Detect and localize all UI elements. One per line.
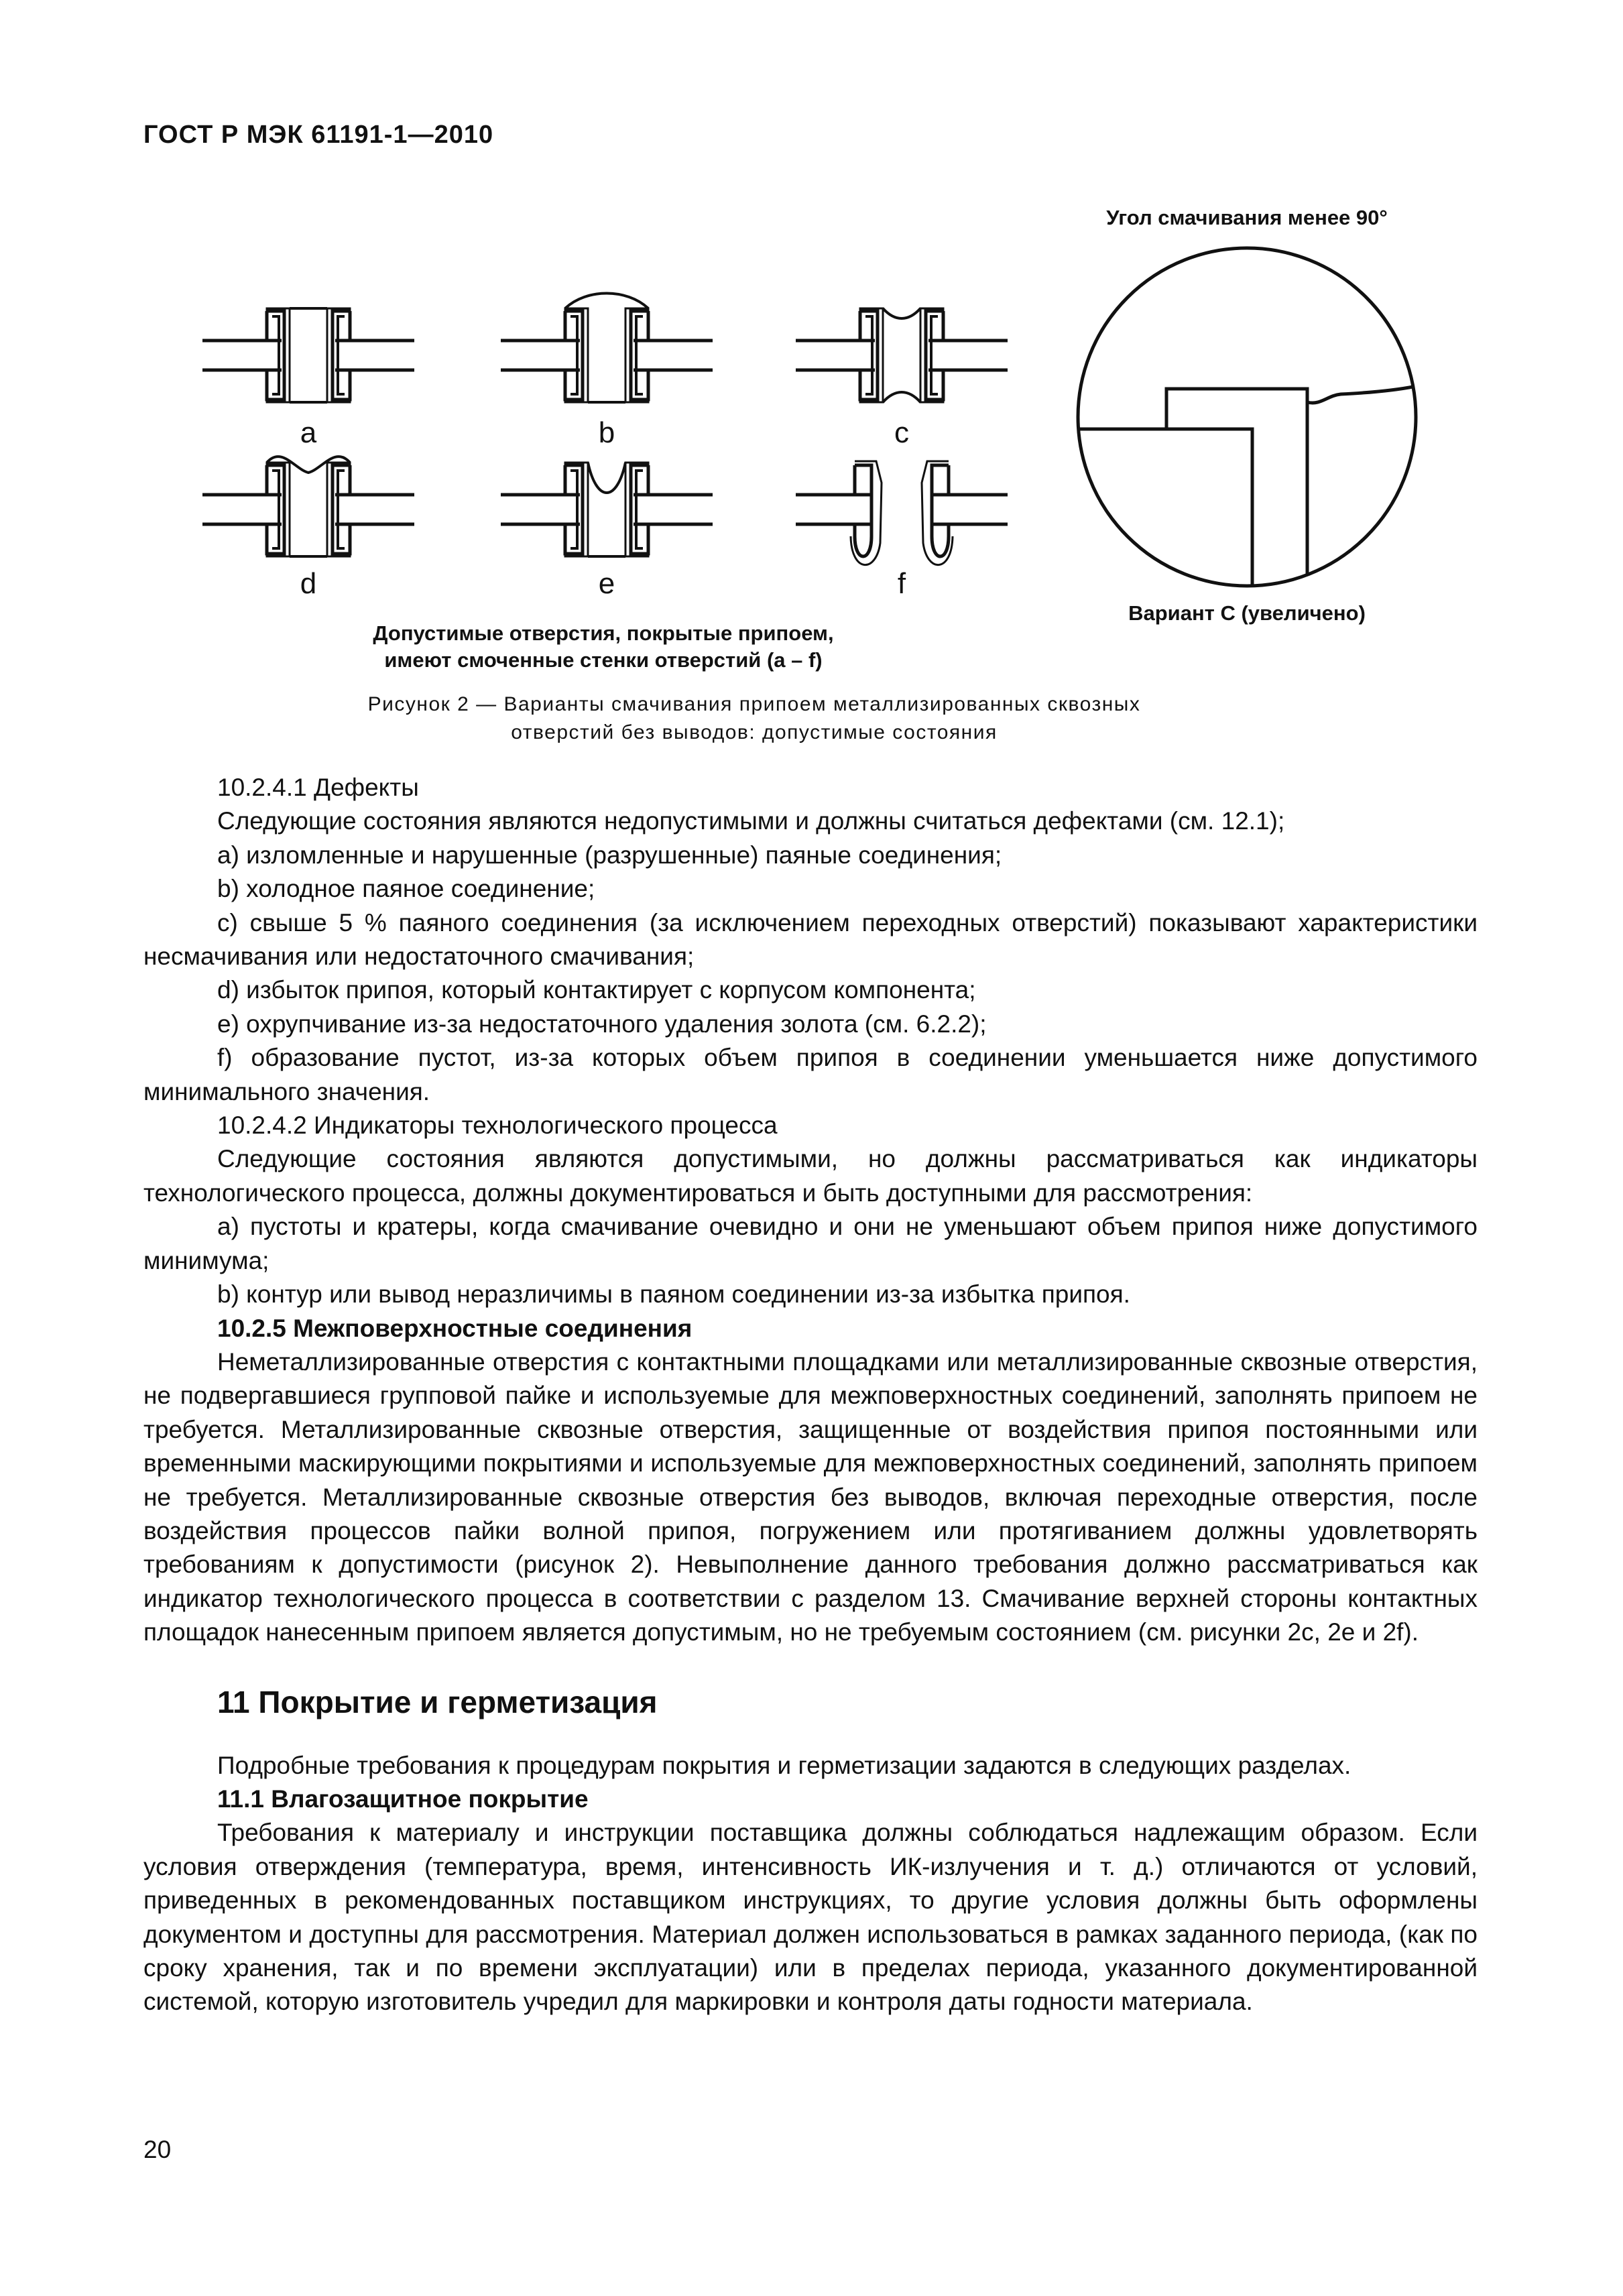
figure-note-line2: имеют смоченные стенки отверстий (a – f) [384,648,823,672]
paragraph: 10.2.4.1 Дефекты [217,774,419,801]
label-c: c [894,416,909,449]
paragraph: b) контур или вывод неразличимы в паяном соединении из-за избытка припоя. [217,1280,1130,1309]
caption-line2: отверстий без выводов: допустимые состояния [511,721,998,743]
figure-caption [268,690,1240,747]
detail-label: Вариант С (увеличено) [1128,601,1366,625]
detail-circle [1073,248,1428,603]
paragraph: e) охрупчивание из-за недостаточного удаления золота (см. 6.2.2); [217,1010,987,1038]
hole-a [202,308,414,402]
label-f: f [897,567,906,600]
hole-b [501,294,713,403]
label-d: d [300,567,317,600]
figure-2 [0,0,1623,771]
paragraph: Следующие состояния являются допустимыми, но должны рассматриваться как индикаторы технологического процесса, должны документироваться и быть доступными для рассмотрения: [143,1145,1478,1207]
hole-d [202,457,414,556]
paragraph: Требования к материалу и инструкции поставщика должны соблюдаться надлежащим образом. Если условия отверждения (температура, время, интенсивность ИК-излучения и т. д.) отличаются от условий, приведенных в рекомендованных поставщиком инструкциях, то другие условия должны быть оформлены документом и доступны для рассмотрения. Материал должен использоваться в рамках заданного периода, (как по сроку хранения, так и по времени эксплуатации) или в пределах периода, указанного документированной системой, которую изготовитель учредил для маркировки и контроля даты годности материала. [143,1819,1478,2016]
wetting-angle-label: Угол смачивания менее 90° [1106,206,1388,229]
label-e: e [598,567,615,600]
section-heading: 11 Покрытие и герметизация [217,1684,658,1719]
figure-2-drawing [0,0,1623,771]
page-number: 20 [143,2136,172,2163]
paragraph: Следующие состояния являются недопустимыми и должны считаться дефектами (см. 12.1); [217,807,1285,835]
subsection-heading: 11.1 Влагозащитное покрытие [217,1785,589,1813]
hole-f [796,461,1008,565]
document-header: ГОСТ Р МЭК 61191-1—2010 [143,121,494,149]
label-b: b [598,416,615,449]
hole-c [796,308,1008,402]
paragraph: Неметаллизированные отверстия с контактными площадками или металлизированные сквозные отверстия, не подвергавшиеся групповой пайке и используемые для межповерхностных соединений, заполнять припоем не требуется. Металлизированные сквозные отверстия, защищенные от воздействия припоя постоянными или временными маскирующими покрытиями и используемые для межповерхностных соединений, заполнять припоем не требуется. Металлизированные сквозные отверстия без выводов, включая переходные отверстия, после воздействия процессов пайки волной припоя, погружением или протягиванием должны удовлетворять требованиям к допустимости (рисунок 2). Невыполнение данного требования должно рассматриваться как индикатор технологического процесса в соответствии с разделом 13. Смачивание верхней стороны контактных площадок нанесенным припоем является допустимым, но не требуемым состоянием (см. рисунки 2c, 2e и 2f). [143,1347,1478,1646]
paragraph: а) изломленные и нарушенные (разрушенные) паяные соединения; [217,841,1002,869]
subsection-heading: 10.2.5 Межповерхностные соединения [217,1314,693,1342]
paragraph: b) холодное паяное соединение; [217,875,595,903]
paragraph: d) избыток припоя, который контактирует с корпусом компонента; [217,976,976,1004]
paragraph: c) свыше 5 % паяного соединения (за исключением переходных отверстий) показывают характеристики несмачивания или недостаточного смачивания; [143,908,1478,971]
caption-line1: Рисунок 2 — Варианты смачивания припоем металлизированных сквозных [367,693,1141,715]
document-body [143,771,1478,2019]
paragraph: 10.2.4.2 Индикаторы технологического процесса [217,1111,778,1140]
hole-e [501,463,713,556]
label-a: a [300,416,317,449]
figure-note-line1: Допустимые отверстия, покрытые припоем, [373,621,834,645]
paragraph: a) пустоты и кратеры, когда смачивание очевидно и они не уменьшают объем припоя ниже допустимого минимума; [143,1213,1478,1274]
paragraph: f) образование пустот, из-за которых объем припоя в соединении уменьшается ниже допустимого минимального значения. [143,1044,1478,1105]
paragraph: Подробные требования к процедурам покрытия и герметизации задаются в следующих разделах. [217,1751,1351,1779]
